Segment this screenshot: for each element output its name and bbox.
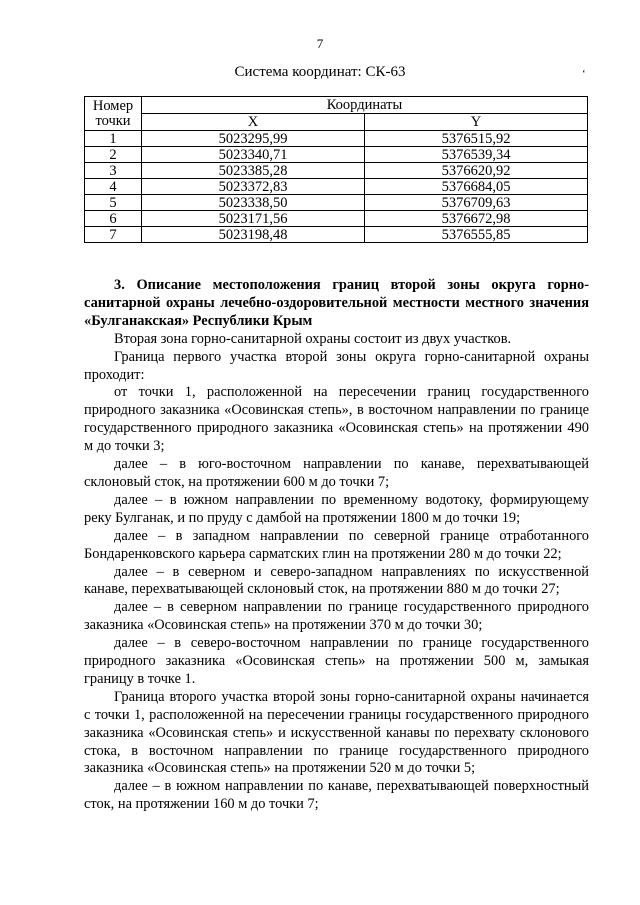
point-number: 2	[85, 147, 142, 163]
paragraph: далее – в северном и северо-западном направлениях по искусственной канаве, перехватывающей склоновый сток, на протяжении 880 м до точки 27;	[84, 563, 589, 598]
table-subheader-row	[85, 114, 588, 131]
point-number: 4	[85, 179, 142, 195]
body-text	[84, 277, 589, 814]
coord-y: 5376555,85	[365, 227, 588, 243]
table-row	[85, 147, 588, 163]
coord-x: 5023295,99	[142, 131, 365, 147]
table-row	[85, 131, 588, 147]
coord-x: 5023372,83	[142, 179, 365, 195]
paragraph: Граница второго участка второй зоны горно-санитарной охраны начинается с точки 1, расположенной на пересечении границы государственного природного заказника «Осовинская степь» и искусственной канавы по перехвату склонового стока, в восточном направлении по границе государственного природного заказника «Осовинская степь» на протяжении 520 м до точки 5;	[84, 688, 589, 777]
page-number: 7	[316, 36, 324, 51]
coord-y: 5376672,98	[365, 211, 588, 227]
coord-x: 5023198,48	[142, 227, 365, 243]
paragraph: далее – в юго-восточном направлении по канаве, перехватывающей склоновый сток, на протяжении 600 м до точки 7;	[84, 456, 589, 490]
point-number: 6	[85, 211, 142, 227]
point-number: 1	[85, 131, 142, 147]
paragraph: от точки 1, расположенной на пересечении границ государственного природного заказника «Осовинская степь», в восточном направлении по границе государственного природного заказника «Осовинская степь» на протяжении 490 м до точки 3;	[84, 384, 589, 455]
table-row	[85, 195, 588, 211]
point-number: 5	[85, 195, 142, 211]
paragraph: Граница первого участка второй зоны округа горно-санитарной охраны проходит:	[84, 348, 589, 383]
coord-x: 5023171,56	[142, 211, 365, 227]
paragraph: далее – в южном направлении по канаве, перехватывающей поверхностный сток, на протяжении 160 м до точки 7;	[84, 778, 589, 813]
point-number: 7	[85, 227, 142, 243]
coord-y: 5376684,05	[365, 179, 588, 195]
table-header-row	[85, 97, 588, 114]
table-row	[85, 227, 588, 243]
coord-y: 5376620,92	[365, 163, 588, 179]
paragraph: далее – в западном направлении по северной границе отработанного Бондаренковского карьера сарматских глин на протяжении 280 м до точки 22;	[84, 527, 589, 562]
section-heading: 3. Описание местоположения границ второй зоны округа горно-санитарной охраны лечебно-оздоровительной местности местного значения «Булганакская» Республики Крым	[84, 277, 589, 329]
header-coordinates: Координаты	[142, 97, 588, 114]
coordinate-system-title: Система координат: СК-63	[234, 64, 406, 80]
coord-x: 5023338,50	[142, 195, 365, 211]
scan-mark: ʻ	[582, 68, 586, 80]
coord-y: 5376709,63	[365, 195, 588, 211]
coord-x: 5023340,71	[142, 147, 365, 163]
paragraph: далее – в северном направлении по границе государственного природного заказника «Осовинская степь» на протяжении 370 м до точки 30;	[84, 599, 589, 634]
paragraph: далее – в северо-восточном направлении по границе государственного природного заказника «Осовинская степь» на протяжении 500 м, замыкая границу в точке 1.	[84, 635, 589, 687]
header-y: Y	[365, 114, 588, 131]
table-row	[85, 163, 588, 179]
paragraph: Вторая зона горно-санитарной охраны состоит из двух участков.	[114, 330, 512, 347]
coord-y: 5376515,92	[365, 131, 588, 147]
coord-y: 5376539,34	[365, 147, 588, 163]
header-x: X	[142, 114, 365, 131]
table-row	[85, 179, 588, 195]
table-row	[85, 211, 588, 227]
paragraph: далее – в южном направлении по временному водотоку, формирующему реку Булганак, и по пруду с дамбой на протяжении 1800 м до точки 19;	[84, 491, 589, 526]
point-number: 3	[85, 163, 142, 179]
header-point-number: Номер точки	[85, 97, 142, 131]
coord-x: 5023385,28	[142, 163, 365, 179]
coordinates-table	[84, 96, 588, 243]
